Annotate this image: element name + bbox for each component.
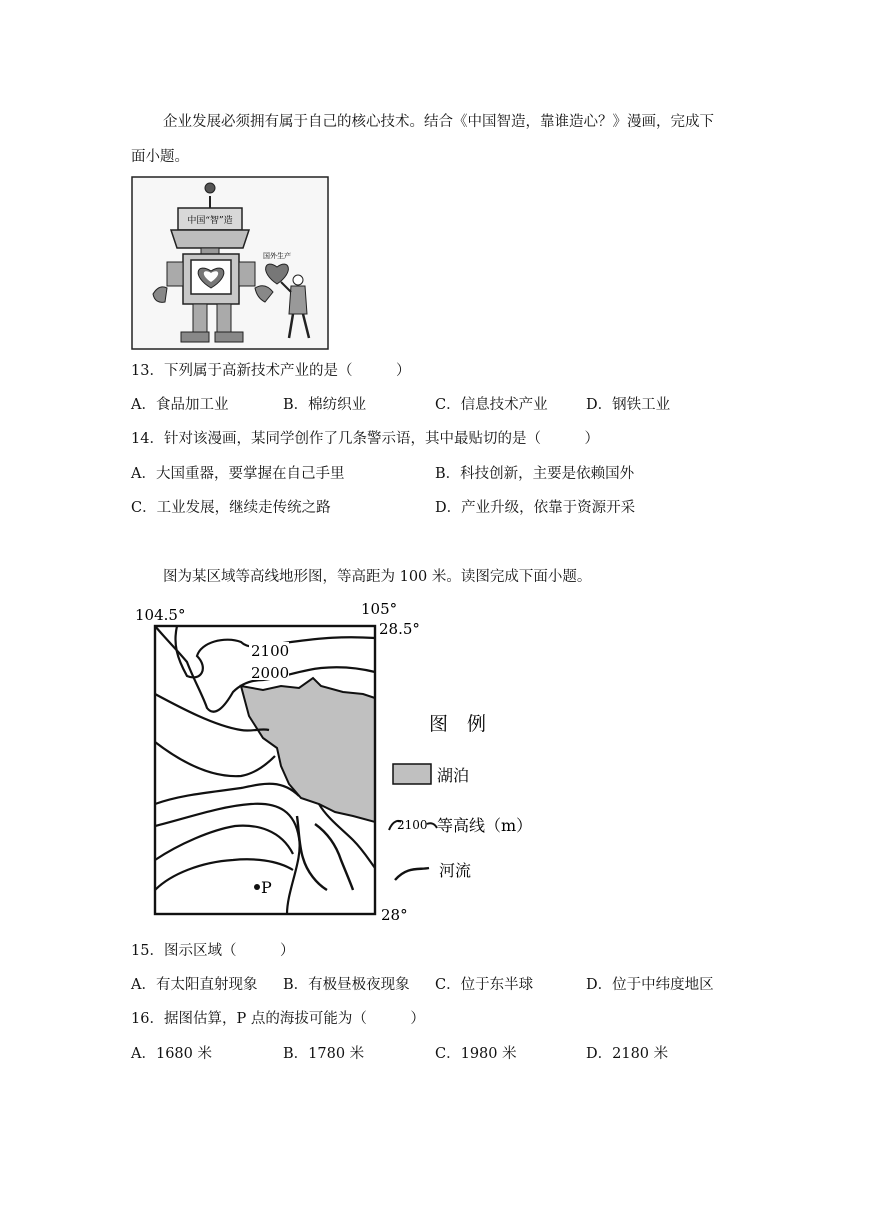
legend-lake-label: 湖泊 xyxy=(437,766,470,785)
q15-stem: 15．图示区域（ ） xyxy=(131,943,295,959)
q14-option-d[interactable]: D．产业升级，依靠于资源开采 xyxy=(435,500,636,516)
lon-left-label: 104.5° xyxy=(135,606,186,624)
robot-label: 中国“智”造 xyxy=(187,216,233,226)
river-lines xyxy=(297,816,353,890)
passage1-line1: 企业发展必须拥有属于自己的核心技术。结合《中国智造，靠谁造心？》漫画，完成下 xyxy=(163,114,714,130)
contour-map xyxy=(131,598,531,928)
legend-title: 图 例 xyxy=(429,713,487,735)
contour-2100-label: 2100 xyxy=(251,642,290,660)
passage1-line2: 面小题。 xyxy=(131,149,189,165)
passage2-line1: 图为某区域等高线地形图，等高距为 100 米。读图完成下面小题。 xyxy=(163,569,592,585)
q16-option-a[interactable]: A．1680 米 xyxy=(131,1046,212,1062)
lake-area xyxy=(241,678,375,822)
q15-option-c[interactable]: C．位于东半球 xyxy=(435,977,534,993)
q14-stem: 14．针对该漫画，某同学创作了几条警示语，其中最贴切的是（ ） xyxy=(131,431,599,447)
q13-option-c[interactable]: C．信息技术产业 xyxy=(435,397,548,413)
lat-bottom-label: 28° xyxy=(381,906,408,924)
contour-2000-label: 2000 xyxy=(251,664,290,682)
q15-option-b[interactable]: B．有极昼极夜现象 xyxy=(283,977,410,993)
cartoon-figure xyxy=(131,176,329,350)
heart-label: 国外生产 xyxy=(263,252,291,260)
q13-option-a[interactable]: A．食品加工业 xyxy=(131,397,229,413)
lon-right-label: 105° xyxy=(361,600,398,618)
q16-option-b[interactable]: B．1780 米 xyxy=(283,1046,365,1062)
cartoon-drawing xyxy=(131,176,329,350)
q14-option-a[interactable]: A．大国重器，要掌握在自己手里 xyxy=(131,466,345,482)
point-p-label: P xyxy=(261,878,272,897)
legend-contour-value: 2100 xyxy=(397,818,428,832)
legend-river-label: 河流 xyxy=(439,861,472,880)
point-p xyxy=(254,884,260,890)
legend-lake-swatch xyxy=(393,764,431,784)
q14-option-c[interactable]: C．工业发展，继续走传统之路 xyxy=(131,500,331,516)
lat-top-label: 28.5° xyxy=(379,620,420,638)
legend-contour-label: 等高线（m） xyxy=(437,816,531,835)
contour-map-figure xyxy=(131,598,531,928)
q15-option-a[interactable]: A．有太阳直射现象 xyxy=(131,977,258,993)
q14-option-b[interactable]: B．科技创新，主要是依赖国外 xyxy=(435,466,635,482)
q16-stem: 16．据图估算，P 点的海拔可能为（ ） xyxy=(131,1011,425,1027)
q16-option-c[interactable]: C．1980 米 xyxy=(435,1046,517,1062)
legend xyxy=(389,713,531,880)
q16-option-d[interactable]: D．2180 米 xyxy=(586,1046,669,1062)
q13-option-d[interactable]: D．钢铁工业 xyxy=(586,397,671,413)
q15-option-d[interactable]: D．位于中纬度地区 xyxy=(586,977,714,993)
legend-river-swatch xyxy=(395,868,429,880)
q13-option-b[interactable]: B．棉纺织业 xyxy=(283,397,367,413)
q13-stem: 13．下列属于高新技术产业的是（ ） xyxy=(131,363,411,379)
